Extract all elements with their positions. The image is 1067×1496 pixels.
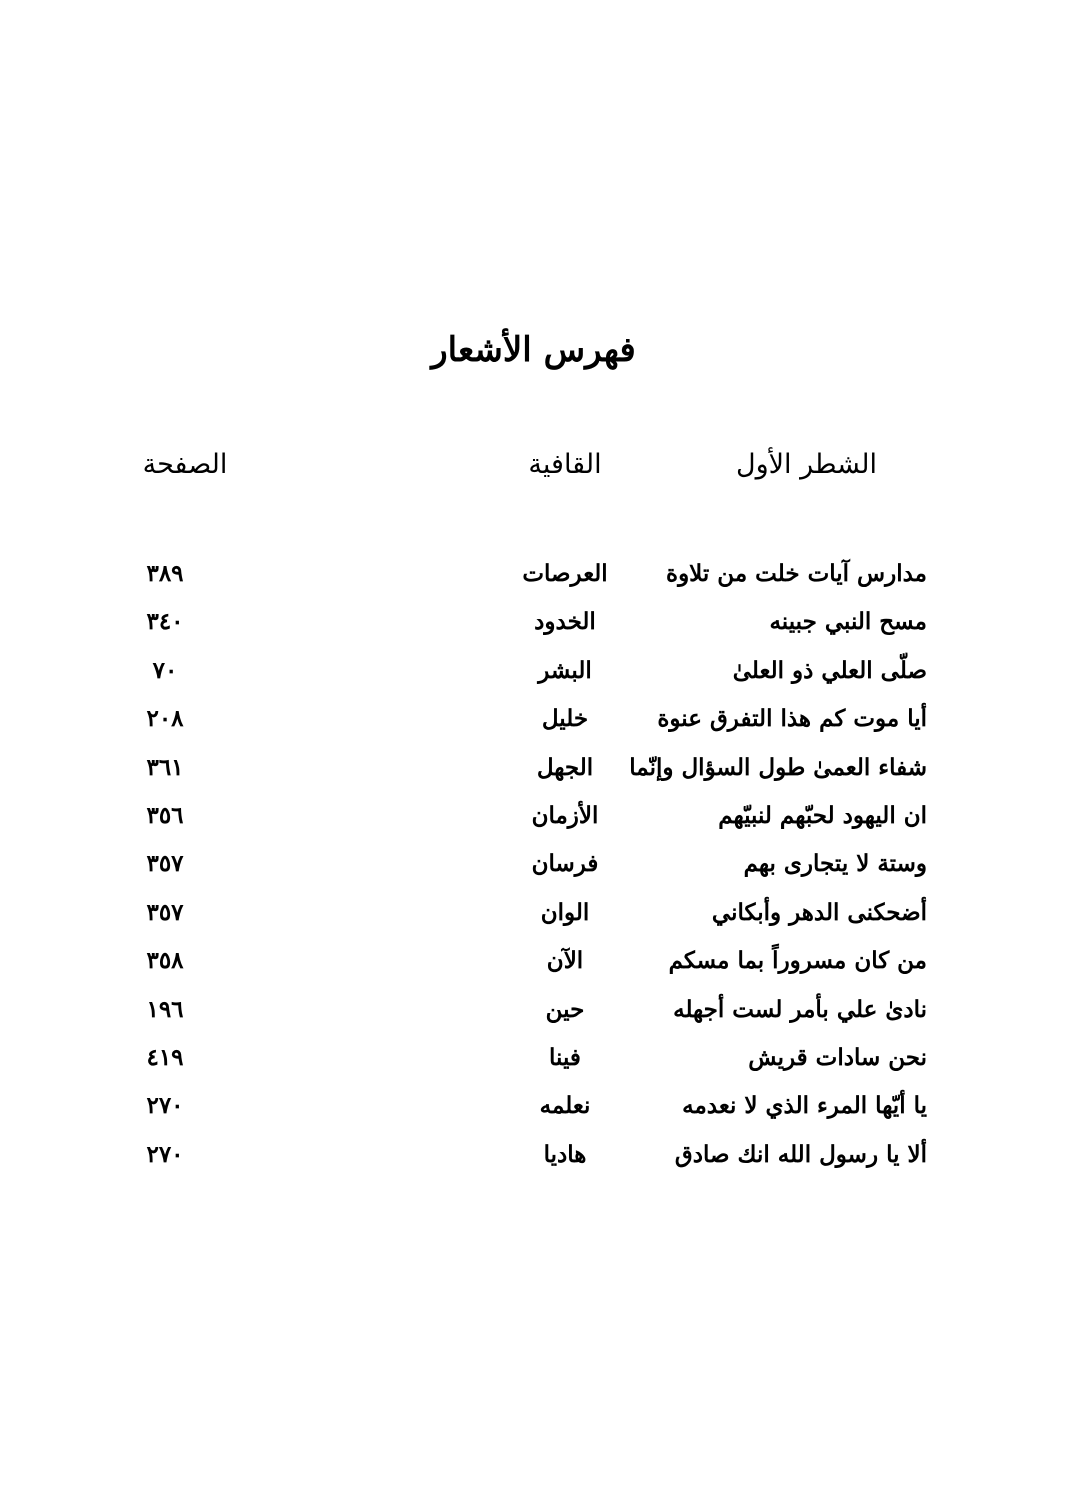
page-number-cell: ٧٠ xyxy=(152,656,178,684)
page-number-cell: ٣٥٨ xyxy=(146,947,184,975)
table-row xyxy=(0,842,1067,890)
first-hemistich-cell: مسح النبي جبينه xyxy=(769,608,927,636)
poems-index-table xyxy=(0,552,1067,1181)
page-number-cell: ٢٧٠ xyxy=(146,1092,184,1120)
first-hemistich-cell: أضحكنى الدهر وأبكاني xyxy=(711,898,927,926)
first-hemistich-cell: ان اليهود لحبّهم لنبيّهم xyxy=(718,801,927,829)
page-number-cell: ٣٥٧ xyxy=(146,898,184,926)
page-number-cell: ٤١٩ xyxy=(146,1043,184,1071)
first-hemistich-cell: صلّى العلي ذو العلىٰ xyxy=(732,656,927,684)
rhyme-cell: فينا xyxy=(549,1043,581,1071)
page-number-cell: ٢٠٨ xyxy=(146,705,184,733)
table-row xyxy=(0,1133,1067,1181)
rhyme-cell: حين xyxy=(545,995,585,1023)
table-row xyxy=(0,891,1067,939)
first-hemistich-cell: وستة لا يتجارى بهم xyxy=(743,850,927,878)
header-rhyme: القافية xyxy=(528,449,602,480)
first-hemistich-cell: نادىٰ علي بأمر لست أجهله xyxy=(673,995,927,1023)
table-row xyxy=(0,1036,1067,1084)
table-row xyxy=(0,988,1067,1036)
page-number-cell: ٣٦١ xyxy=(146,753,184,781)
table-row xyxy=(0,649,1067,697)
page-title: فهرس الأشعار xyxy=(431,330,636,370)
first-hemistich-cell: ألا يا رسول الله انك صادق xyxy=(674,1140,927,1168)
table-row xyxy=(0,600,1067,648)
rhyme-cell: الوان xyxy=(540,898,590,926)
rhyme-cell: فرسان xyxy=(531,850,599,878)
page-number-cell: ١٩٦ xyxy=(146,995,184,1023)
rhyme-cell: الأزمان xyxy=(531,801,599,829)
first-hemistich-cell: من كان مسروراً بما مسكم xyxy=(668,947,927,975)
rhyme-cell: هاديا xyxy=(543,1140,587,1168)
table-row xyxy=(0,746,1067,794)
page-number-cell: ٣٨٩ xyxy=(146,560,184,587)
rhyme-cell: الآن xyxy=(546,947,584,975)
rhyme-cell: البشر xyxy=(538,656,592,684)
table-row xyxy=(0,794,1067,842)
page-number-cell: ٣٥٦ xyxy=(146,801,184,829)
first-hemistich-cell: يا أيّها المرء الذي لا نعدمه xyxy=(682,1092,927,1120)
first-hemistich-cell: أيا موت كم هذا التفرق عنوة xyxy=(657,705,927,733)
table-row xyxy=(0,939,1067,987)
table-row xyxy=(0,552,1067,600)
table-row xyxy=(0,1084,1067,1132)
page-number-cell: ٢٧٠ xyxy=(146,1140,184,1168)
page-number-cell: ٣٥٧ xyxy=(146,850,184,878)
rhyme-cell: خليل xyxy=(541,705,589,733)
rhyme-cell: الخدود xyxy=(534,608,596,636)
rhyme-cell: الجهل xyxy=(536,753,594,781)
first-hemistich-cell: شفاء العمىٰ طول السؤال وإنّما xyxy=(629,753,927,781)
header-page: الصفحة xyxy=(142,449,228,480)
rhyme-cell: نعلمه xyxy=(539,1092,591,1120)
table-row xyxy=(0,697,1067,745)
rhyme-cell: العرصات xyxy=(522,560,608,587)
page-number-cell: ٣٤٠ xyxy=(146,608,184,636)
first-hemistich-cell: نحن سادات قريش xyxy=(748,1043,927,1071)
first-hemistich-cell: مدارس آيات خلت من تلاوة xyxy=(666,560,927,587)
header-first-hemistich: الشطر الأول xyxy=(736,449,877,480)
